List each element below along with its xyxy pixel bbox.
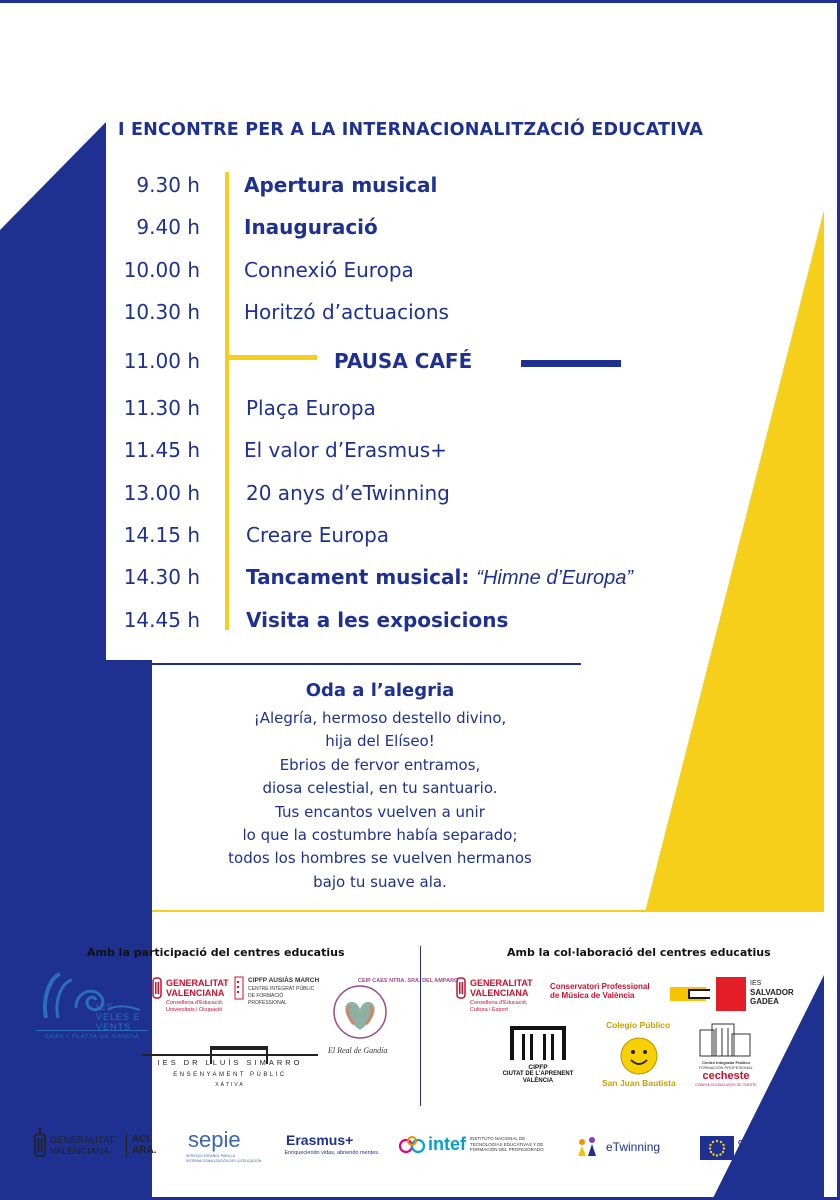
generalitat-emblem-icon xyxy=(152,976,162,1002)
generalitat-sub: Conselleria d'Educació, Universitats i Ocupació xyxy=(166,1000,224,1013)
pause-label: PAUSA CAFÉ xyxy=(334,349,473,373)
simarro-city: XÀTIVA xyxy=(215,1082,245,1088)
footer-logo-sepie xyxy=(186,1128,270,1164)
logo-ies-veles-e-vents xyxy=(36,968,148,1050)
poem-line: Ebrios de fervor entramos, xyxy=(279,755,481,774)
logo-conservatori xyxy=(550,982,660,1006)
timeline-line xyxy=(225,172,229,630)
cecheste-building-icon xyxy=(694,1020,758,1058)
logo-cipfp-aprenent xyxy=(500,1020,576,1090)
program-label: El valor d’Erasmus+ xyxy=(244,438,447,462)
eu-line2: la Unión Europea xyxy=(738,1148,800,1157)
eu-line1: Cofinanciado por xyxy=(738,1138,800,1147)
generalitat-name: GENERALITAT VALENCIANA xyxy=(166,978,229,998)
erasmus-tagline: Enriqueciendo vidas, abriendo mentes. xyxy=(284,1150,380,1156)
ies-veles-name: IES VELES E VENTS xyxy=(96,1002,141,1032)
poem-title: Oda a l’alegria xyxy=(305,680,455,701)
generalitat-name: GENERALITAT VALENCIANA xyxy=(470,978,533,998)
logo-ceip-caes xyxy=(324,978,459,1060)
ausias-sub: CENTRE INTEGRAT PÚBLIC DE FORMACIÓ PROFESSIONAL xyxy=(248,986,315,1006)
cecheste-sub: COMPLEJO EDUCATIVO DE CHESTE xyxy=(695,1083,757,1087)
intef-line3: FORMACIÓN DEL PROFESORADO xyxy=(470,1147,544,1152)
aprenent-building-icon xyxy=(500,1020,576,1062)
aprenent-line1: CIPFP xyxy=(528,1064,548,1071)
program-time: 11.45 h xyxy=(123,438,200,462)
participation-heading: Amb la participació del centres educatius xyxy=(87,946,345,959)
cecheste-top: Centro Integrado Público xyxy=(702,1060,750,1065)
gadea-line1: IES xyxy=(750,980,762,987)
footer-ara: ARA. xyxy=(132,1145,157,1156)
gadea-line3: GADEA xyxy=(750,997,779,1006)
etwinning-name: eTwinning xyxy=(606,1140,661,1154)
poem-line: bajo tu suave ala. xyxy=(313,872,447,891)
program-time: 14.30 h xyxy=(123,565,200,589)
heart-hands-icon xyxy=(324,980,404,1042)
ausias-emblem-icon xyxy=(234,976,244,1002)
colegio-bottom: San Juan Bautista xyxy=(602,1078,676,1088)
collaboration-heading: Amb la col·laboració del centres educatius xyxy=(507,946,771,959)
conservatori-line2: de Música de València xyxy=(550,991,635,1000)
logo-generalitat-culture xyxy=(456,976,546,1016)
intef-knot-icon xyxy=(398,1134,426,1158)
etwinning-figures-icon xyxy=(574,1134,602,1160)
eu-flag-icon xyxy=(700,1136,734,1160)
program-label xyxy=(246,565,633,590)
poem-line: Tus encantos vuelven a unir xyxy=(275,802,485,821)
program-time: 10.30 h xyxy=(123,300,200,324)
intef-line2: TECNOLOGÍAS EDUCATIVAS Y DE xyxy=(470,1141,544,1147)
logo-colegio-san-juan xyxy=(598,1016,680,1092)
footer-logo-intef xyxy=(398,1132,544,1162)
logo-cipfp-ausias-march xyxy=(234,976,324,1016)
ies-veles-sub: GRAU I PLATJA DE GANDIA xyxy=(36,1030,148,1040)
program-time: 9.40 h xyxy=(136,215,200,239)
ausias-name: CIPFP AUSIÀS MARCH xyxy=(248,977,320,984)
program-label: Apertura musical xyxy=(244,173,438,197)
program-time: 10.00 h xyxy=(123,258,200,282)
intef-line1: INSTITUTO NACIONAL DE xyxy=(470,1136,526,1141)
cecheste-mid: FORMACIÓN PROFESIONAL xyxy=(698,1065,753,1070)
poem-line: todos los hombres se vuelven hermanos xyxy=(228,849,532,868)
poem-line: diosa celestial, en tu santuario. xyxy=(262,779,498,798)
divider-blue xyxy=(124,663,581,665)
footer-logo-erasmus xyxy=(276,1132,388,1162)
intef-name: intef xyxy=(428,1134,466,1154)
generalitat-emblem-icon xyxy=(456,976,466,1002)
program-label: Connexió Europa xyxy=(244,258,414,282)
pause-bar xyxy=(521,360,621,367)
logo-ies-simarro xyxy=(140,1044,320,1094)
logo-cecheste xyxy=(694,1020,758,1090)
program-label: Creare Europa xyxy=(246,523,390,547)
event-title: I ENCONTRE PER A LA INTERNACIONALITZACIÓ EDUCATIVA xyxy=(118,120,704,140)
poem-line: hija del Elíseo! xyxy=(325,732,435,751)
aprenent-line2: CIUTAT DE L'APRENENT xyxy=(502,1071,574,1077)
erasmus-name: Erasmus+ xyxy=(286,1132,354,1148)
ceip-ring-text: CEIP CAES NTRA. SRA. DEL AMPARO xyxy=(358,978,459,984)
logo-generalitat-education xyxy=(152,976,234,1016)
generalitat-emblem-icon xyxy=(34,1128,46,1158)
poem-line: ¡Alegría, hermoso destello divino, xyxy=(253,709,507,727)
sepie-sub: SERVICIO ESPAÑOL PARA LA INTERNACIONALIZACIÓN DE LA EDUCACIÓN xyxy=(186,1154,262,1163)
simarro-sub: ENSENYAMENT PÚBLIC xyxy=(173,1072,287,1078)
yellow-right-shape xyxy=(645,210,824,912)
footer-logo-generalitat xyxy=(34,1128,164,1162)
aprenent-line3: VALÈNCIA xyxy=(522,1078,554,1084)
program-label-italic: “Himne d’Europa” xyxy=(476,566,634,589)
footer-generalitat-line2: VALENCIANA xyxy=(50,1146,110,1157)
poem xyxy=(190,680,570,894)
ceip-name: El Real de Gandía xyxy=(328,1046,388,1055)
cecheste-name: cecheste xyxy=(702,1070,750,1082)
pause-tick xyxy=(225,355,317,360)
program-time: 11.30 h xyxy=(123,396,200,420)
sepie-name: sepie xyxy=(188,1127,241,1152)
program-time: 11.00 h xyxy=(123,349,200,373)
program-time: 13.00 h xyxy=(123,481,200,505)
section-separator xyxy=(420,946,421,1106)
program-label: Plaça Europa xyxy=(246,396,376,420)
footer-aci: ACI. xyxy=(132,1134,152,1145)
program-label: 20 anys d’eTwinning xyxy=(246,481,450,505)
program-time: 14.15 h xyxy=(123,523,200,547)
program-label: Horitzó d’actuacions xyxy=(244,300,449,324)
footer-logo-eu xyxy=(700,1136,804,1164)
program-time: 14.45 h xyxy=(123,608,200,632)
gadea-line2: SALVADOR xyxy=(750,988,794,997)
divider-yellow xyxy=(152,910,822,912)
footer-generalitat-line1: GENERALITAT xyxy=(50,1135,115,1146)
logo-ies-salvador-gadea xyxy=(670,975,806,1013)
program-label: Visita a les exposicions xyxy=(246,608,509,632)
program-label-bold: Tancament musical: xyxy=(246,564,470,589)
program-time: 9.30 h xyxy=(136,173,200,197)
gadea-blocks-icon xyxy=(670,975,746,1013)
simarro-name: IES DR LLUÍS SIMARRO xyxy=(157,1058,303,1067)
footer-logo-etwinning xyxy=(574,1134,680,1162)
colegio-top: Colegio Público xyxy=(606,1020,671,1030)
program-label: Inauguració xyxy=(244,215,378,239)
generalitat-sub: Conselleria d'Educació, Cultura i Esport xyxy=(470,1000,528,1013)
conservatori-line1: Conservatori Professional xyxy=(550,982,650,991)
poem-line: lo que la costumbre había separado; xyxy=(242,826,518,845)
footer-generalitat-divider xyxy=(126,1134,127,1158)
